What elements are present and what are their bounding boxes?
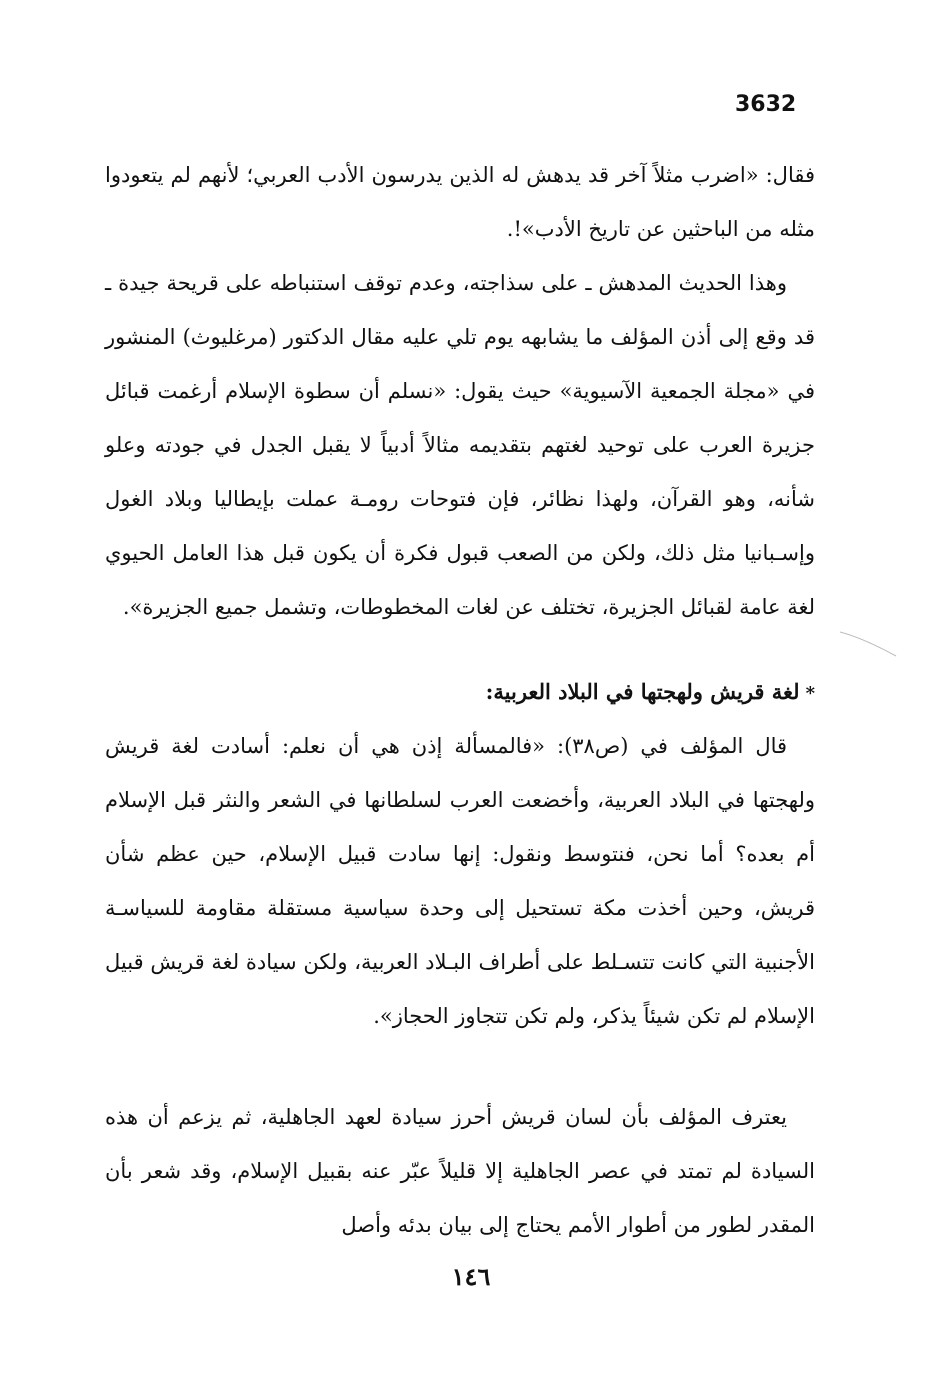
page-number: ١٤٦ xyxy=(451,1262,491,1291)
paragraph-3: قال المؤلف في (ص٣٨): «فالمسألة إذن هي أن نعلم: أسادت لغة قريش ولهجتها في البلاد العربية، وأخضعت العرب لسلطانها في الشعر والنثر قبل الإسلام أم بعده؟ أما نحن، فنتوسط ونقول: إنها سادت قبيل الإسلام، حين عظم شأن قريش، وحين أخذت مكة تستحيل إلى وحدة سياسية مستقلة مقاومة للسياسـة الأجنبية التي كانت تتسـلط على أطراف البـلاد العربية، ولكن سيادة لغة قريش قبيل الإسلام لم تكن شيئاً يذكر، ولم تكن تتجاوز الحجاز». xyxy=(105,734,815,1028)
top-page-number: 3632 xyxy=(735,92,797,117)
paragraph-1: فقال: «اضرب مثلاً آخر قد يدهش له الذين يدرسون الأدب العربي؛ لأنهم لم يتعودوا مثله من الباحثين عن تاريخ الأدب»!. xyxy=(105,163,815,241)
paragraph-2: وهذا الحديث المدهش ـ على سذاجته، وعدم توقف استنباطه على قريحة جيدة ـ قد وقع إلى أذن المؤلف ما يشابهه يوم تلي عليه مقال الدكتور (مرغليوث) المنشور في «مجلة الجمعية الآسيوية» حيث يقول: «نسلم أن سطوة الإسلام أرغمت قبائل جزيرة العرب على توحيد لغتهم بتقديمه مثالاً أدبياً لا يقبل الجدل في جودته وعلو شأنه، وهو القرآن، ولهذا نظائر، فإن فتوحات رومـة عملت بإيطاليا وبلاد الغول وإسـبانيا مثل ذلك، ولكن من الصعب قبول فكرة أن يكون قبل هذا العامل الحيوي لغة عامة لقبائل الجزيرة، تختلف عن لغات المخطوطات، وتشمل جميع الجزيرة». xyxy=(105,271,816,619)
section-heading xyxy=(105,665,815,721)
scan-artifact-mark xyxy=(838,628,898,658)
paragraph-4: يعترف المؤلف بأن لسان قريش أحرز سيادة لعهد الجاهلية، ثم يزعم أن هذه السيادة لم تمتد في عصر الجاهلية إلا قليلاً عبّر عنه بقبيل الإسلام، وقد شعر بأن المقدر لطور من أطوار الأمم يحتاج إلى بيان بدئه وأصل xyxy=(105,1105,815,1237)
section-heading-text: لغة قريش ولهجتها في البلاد العربية: xyxy=(485,679,800,704)
star-icon: * xyxy=(805,683,815,704)
